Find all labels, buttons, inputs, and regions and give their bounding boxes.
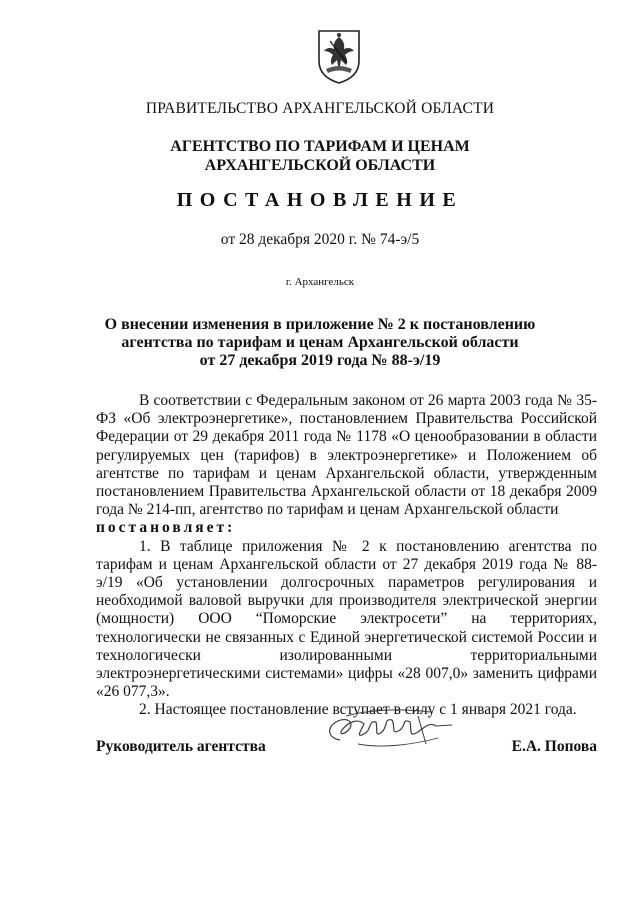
agency-name-line1: АГЕНТСТВО ПО ТАРИФАМ И ЦЕНАМ [170, 138, 470, 155]
item-1-paragraph: 1. В таблице приложения № 2 к постановлению агентства по тарифам и ценам Архангельской области от 27 декабря 2019 года № 88-э/19 «Об установлении долгосрочных параметров регулирования и необходимой валовой выручки для производителя электрической энергии (мощности) ООО “Поморские электросети” на территориях, технологически не связанных с Единой энергетической системой России и технологически изолированными территориальными электроэнергетическими системами» цифры «28 007,0» заменить цифрами «26 077,3». [96, 537, 597, 701]
agency-name-line2: АРХАНГЕЛЬСКОЙ ОБЛАСТИ [204, 157, 436, 174]
subject-line3: от 27 декабря 2019 года № 88-э/19 [199, 352, 441, 369]
signatory-position: Руководитель агентства [96, 738, 266, 755]
document-body [96, 392, 597, 720]
document-date-number: от 28 декабря 2020 г. № 74-э/5 [220, 231, 420, 248]
resolution-verb: постановляет: [96, 519, 236, 537]
document-type: ПОСТАНОВЛЕНИЕ [176, 189, 464, 211]
subject-line1: О внесении изменения в приложение № 2 к постановлению [104, 316, 536, 333]
subject-line2: агентства по тарифам и ценам Архангельской области [121, 334, 519, 351]
item-2-paragraph: 2. Настоящее постановление вступает в силу с 1 января 2021 года. [139, 701, 577, 719]
government-name: ПРАВИТЕЛЬСТВО АРХАНГЕЛЬСКОЙ ОБЛАСТИ [145, 100, 495, 117]
coat-of-arms-icon [316, 27, 362, 85]
handwritten-signature-icon [318, 704, 456, 756]
signatory-name: Е.А. Попова [511, 738, 597, 755]
preamble-paragraph: В соответствии с Федеральным законом от 26 марта 2003 года № 35-ФЗ «Об электроэнергетике», постановлением Правительства Российской Федерации от 29 декабря 2011 года № 1178 «О ценообразовании в области регулируемых цен (тарифов) в электроэнергетике» и Положением об агентстве по тарифам и ценам Архангельской области, утвержденным постановлением Правительства Архангельской области от 18 декабря 2009 года № 214-пп, агентство по тарифам и ценам Архангельской области [96, 392, 597, 519]
agency-name [0, 137, 640, 175]
document-city: г. Архангельск [285, 276, 355, 288]
document-subject [0, 316, 640, 370]
